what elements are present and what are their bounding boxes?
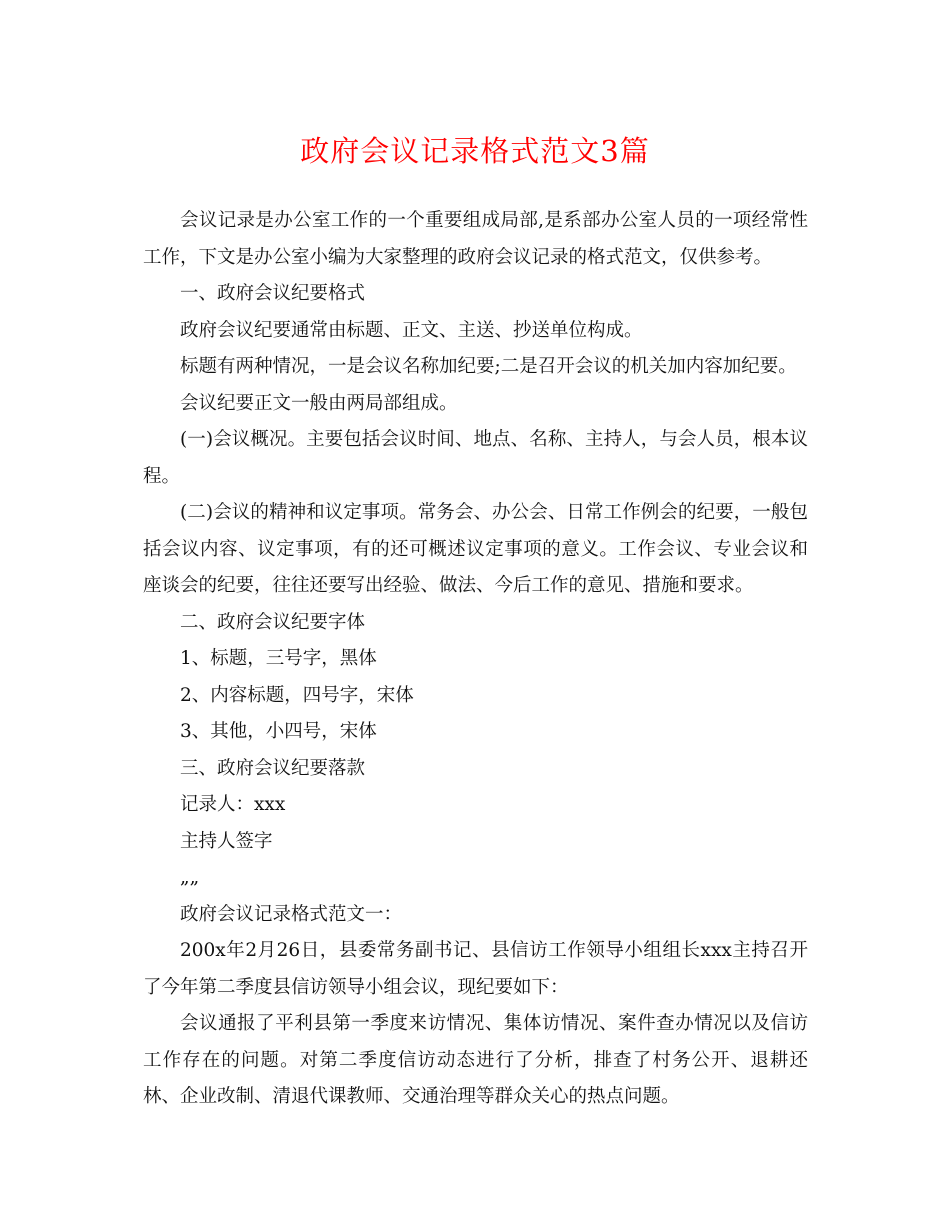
host-signature-line: 主持人签字 xyxy=(180,830,273,852)
paragraph: (二)会议的精神和议定事项。常务会、办公会、日常工作例会的纪要，一般包括会议内容、议定事项，有的还可概述议定事项的意义。工作会议、专业会议和座谈会的纪要，往往还要写出经验、做法、今后工作的意见、措施和要求。 xyxy=(143,502,808,596)
paragraph: 政府会议纪要通常由标题、正文、主送、抄送单位构成。 xyxy=(180,319,643,341)
document-title: 政府会议记录格式范文3篇 xyxy=(300,134,650,168)
section-heading-font: 二、政府会议纪要字体 xyxy=(180,611,366,633)
section-heading-signature: 三、政府会议纪要落款 xyxy=(180,757,366,779)
paragraph: 会议通报了平利县第一季度来访情况、集体访情况、案件查办情况以及信访工作存在的问题。对第二季度信访动态进行了分析，排查了村务公开、退耕还林、企业改制、清退代课教师、交通治理等群众关心的热点问题。 xyxy=(143,1013,808,1107)
section-heading-format: 一、政府会议纪要格式 xyxy=(180,283,366,304)
recorder-line: 记录人：xxx xyxy=(180,794,286,815)
paragraph: (一)会议概况。主要包括会议时间、地点、名称、主持人，与会人员，根本议程。 xyxy=(143,429,808,487)
document-body xyxy=(143,203,808,1116)
sample-heading-one: 政府会议记录格式范文一： xyxy=(180,903,403,925)
list-item: 3、其他，小四号，宋体 xyxy=(180,721,377,742)
list-item: 2、内容标题，四号字，宋体 xyxy=(180,684,414,706)
paragraph-intro: 会议记录是办公室工作的一个重要组成局部,是系部办公室人员的一项经常性工作，下文是办公室小编为大家整理的政府会议记录的格式范文，仅供参考。 xyxy=(143,210,808,268)
paragraph: 会议纪要正文一般由两局部组成。 xyxy=(180,392,458,414)
list-item: 1、标题，三号字，黑体 xyxy=(180,648,377,669)
ellipsis-mark: „„ xyxy=(180,867,200,888)
paragraph: 标题有两种情况，一是会议名称加纪要;二是召开会议的机关加内容加纪要。 xyxy=(180,356,797,377)
paragraph: 200x年2月26日，县委常务副书记、县信访工作领导小组组长xxx主持召开了今年第二季度县信访领导小组会议，现纪要如下： xyxy=(143,940,808,998)
